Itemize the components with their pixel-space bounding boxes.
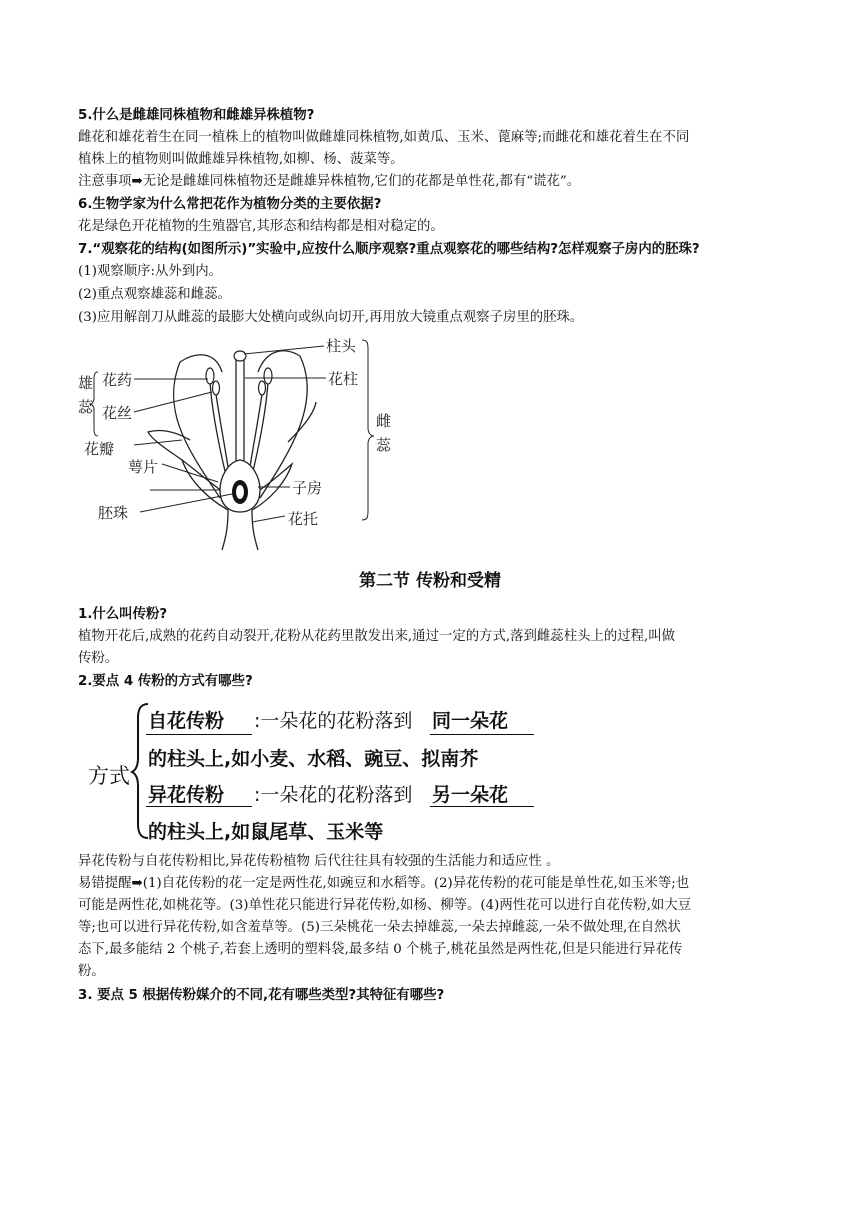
q6-heading: 6.生物学家为什么常把花作为植物分类的主要依据? (78, 197, 382, 212)
label-anther: 花药 (102, 371, 133, 389)
section-title: 第二节 传粉和受精 (359, 571, 501, 591)
q7-answer-2: (2)重点观察雄蕊和雌蕊。 (78, 287, 231, 302)
label-ovule: 胚珠 (98, 504, 129, 522)
q5-answer-line1: 雌花和雄花着生在同一植株上的植物叫做雌雄同株植物,如黄瓜、玉米、蓖麻等;而雌花和雄花着生在不同 (78, 130, 690, 145)
q7-heading: 7.“观察花的结构(如图所示)”实验中,应按什么顺序观察?重点观察花的哪些结构?怎样观察子房内的胚珠? (78, 242, 700, 257)
s3-heading: 3. 要点 5 根据传粉媒介的不同,花有哪些类型?其特征有哪些? (78, 988, 445, 1003)
error-tip-line2: 可能是两性花,如桃花等。(3)单性花只能进行异花传粉,如杨、柳等。(4)两性花可以进行自花传粉,如大豆 (78, 898, 692, 913)
s1-answer-line1: 植物开花后,成熟的花药自动裂开,花粉从花药里散发出来,通过一定的方式,落到雌蕊柱头上的过程,叫做 (78, 629, 676, 644)
cross-pollination-target: 另一朵花 (432, 784, 509, 806)
label-style: 花柱 (328, 370, 359, 388)
self-term-underline (146, 734, 252, 735)
self-pollination-desc: :一朵花的花粉落到 (254, 710, 413, 732)
cross-pollination-desc: :一朵花的花粉落到 (254, 784, 413, 806)
comparison-line: 异花传粉与自花传粉相比,异花传粉植物 后代往往具有较强的生活能力和适应性 。 (78, 854, 560, 869)
label-filament: 花丝 (102, 404, 133, 422)
stamen-group-char2: 蕊 (78, 398, 94, 416)
pistil-group-char2: 蕊 (376, 436, 392, 454)
label-petal: 花瓣 (84, 440, 115, 458)
q5-answer-line2: 植株上的植物则叫做雌雄异株植物,如柳、杨、菠菜等。 (78, 152, 404, 167)
self-pollination-line2: 的柱头上,如小麦、水稻、豌豆、拟南芥 (148, 748, 479, 770)
method-brace (130, 700, 150, 840)
error-tip-line4: 态下,最多能结 2 个桃子,若套上透明的塑料袋,最多结 0 个桃子,桃花虽然是两性花,但是只能进行异花传 (78, 942, 683, 957)
s2-heading: 2.要点 4 传粉的方式有哪些? (78, 674, 253, 689)
cross-pollination-line2: 的柱头上,如鼠尾草、玉米等 (148, 821, 384, 843)
label-ovary: 子房 (292, 479, 323, 497)
q5-note: 注意事项➡无论是雌雄同株植物还是雌雄异株植物,它们的花都是单性花,都有“谎花”。 (78, 174, 581, 189)
s1-heading: 1.什么叫传粉? (78, 607, 168, 622)
error-tip-line5: 粉。 (78, 964, 105, 979)
label-receptacle: 花托 (288, 510, 319, 528)
error-tip-line3: 等;也可以进行异花传粉,如含羞草等。(5)三朵桃花一朵去掉雄蕊,一朵去掉雌蕊,一朵不做处理,在自然状 (78, 920, 681, 935)
pistil-group-char1: 雌 (376, 412, 392, 430)
q6-answer: 花是绿色开花植物的生殖器官,其形态和结构都是相对稳定的。 (78, 219, 444, 234)
cross-term-underline (146, 806, 252, 807)
q7-answer-3: (3)应用解剖刀从雌蕊的最膨大处横向或纵向切开,再用放大镜重点观察子房里的胚珠。 (78, 310, 584, 325)
self-target-underline (430, 734, 534, 735)
label-sepal: 萼片 (128, 458, 159, 476)
cross-pollination-term: 异花传粉 (148, 784, 225, 806)
method-label: 方式 (88, 764, 130, 788)
self-pollination-term: 自花传粉 (148, 710, 225, 732)
stamen-group-char1: 雄 (78, 374, 94, 392)
q5-heading: 5.什么是雌雄同株植物和雌雄异株植物? (78, 108, 315, 123)
cross-target-underline (430, 806, 534, 807)
label-stigma: 柱头 (326, 337, 357, 355)
error-tip-line1: 易错提醒➡(1)自花传粉的花一定是两性花,如豌豆和水稻等。(2)异花传粉的花可能是单性花,如玉米等;也 (78, 876, 690, 891)
flower-structure-diagram (70, 332, 400, 552)
s1-answer-line2: 传粉。 (78, 651, 119, 666)
self-pollination-target: 同一朵花 (432, 710, 509, 732)
q7-answer-1: (1)观察顺序:从外到内。 (78, 264, 222, 279)
